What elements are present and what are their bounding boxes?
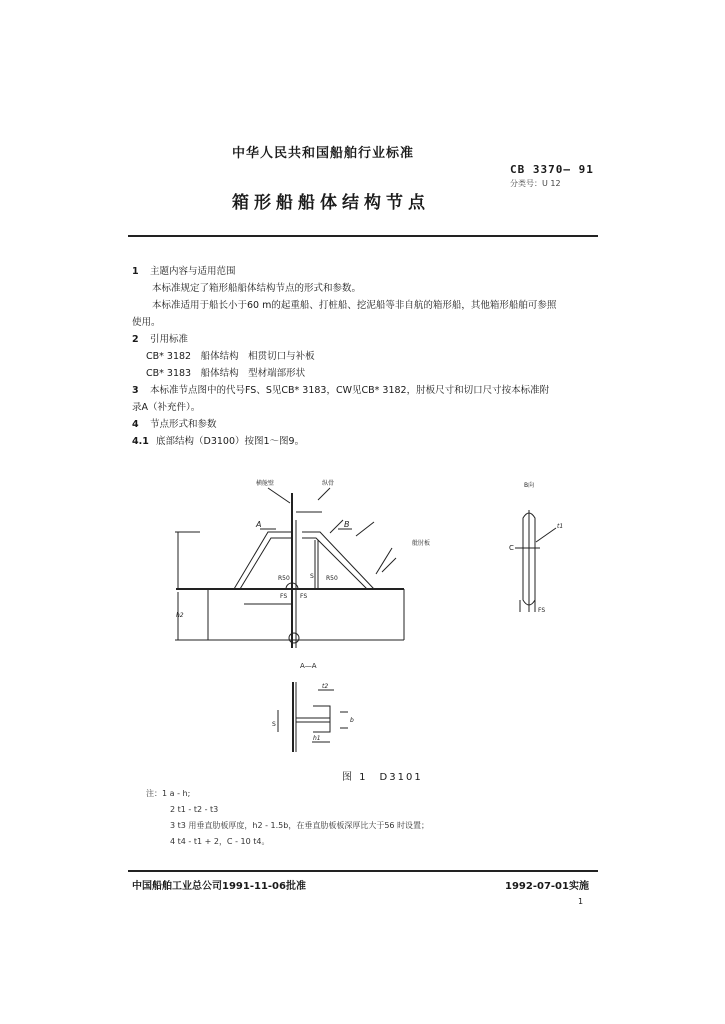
- standard-code: CB 3370— 91: [510, 163, 594, 176]
- approval-line: 中国船舶工业总公司1991-11-06批准: [132, 881, 306, 892]
- note-1: 2 t1 - t2 - t3: [170, 805, 219, 814]
- figure-notes: [146, 786, 429, 850]
- label-view-a: A: [256, 520, 262, 529]
- reference-2: CB* 3183 船体结构 型材端部形状: [146, 368, 306, 379]
- label-longitudinal: 纵骨: [322, 480, 335, 487]
- label-b-view: B向: [524, 482, 535, 489]
- figure-main-view: [175, 488, 404, 648]
- reference-1: CB* 3182 船体结构 相贯切口与补板: [146, 351, 315, 362]
- section-4-heading: 4 节点形式和参数: [132, 419, 217, 430]
- label-h1: h1: [313, 735, 321, 742]
- footer-rule: [128, 870, 598, 872]
- section-1-heading: 1 主题内容与适用范围: [132, 266, 236, 277]
- classification-number: 分类号：U 12: [510, 179, 561, 188]
- section-1-para-1: 本标准规定了箱形船船体结构节点的形式和参数。: [152, 283, 362, 294]
- label-c: C: [509, 544, 514, 552]
- figure-caption: 图 1 D3101: [342, 772, 423, 783]
- label-r50-right: R50: [326, 575, 338, 582]
- implementation-date: 1992-07-01实施: [505, 881, 589, 892]
- page-number: 1: [578, 897, 584, 906]
- label-b-dim: b: [350, 717, 354, 724]
- section-1-para-2-cont: 使用。: [132, 317, 161, 328]
- label-transverse-bulkhead: 横舱壁: [256, 480, 275, 487]
- note-2: 3 t3 用垂直肋板厚度，h2 - 1.5b，在垂直肋板板深厚比大于56 时设置；: [170, 821, 430, 830]
- label-t1: t1: [557, 523, 564, 530]
- issuing-body: 中华人民共和国船舶行业标准: [232, 146, 415, 161]
- section-4-1: 4.1 底部结构（D3100）按图1～图9。: [132, 436, 305, 447]
- section-3-para: 3 本标准节点图中的代号FS、S见CB* 3183，CW见CB* 3182，肘板尺寸和切口尺寸按本标准附: [132, 385, 550, 396]
- label-view-b: B: [344, 520, 350, 529]
- document-title: 箱形船船体结构节点: [232, 193, 430, 213]
- section-3-para-cont: 录A（补充件）。: [132, 402, 201, 413]
- note-3: 4 t4 - t1 + 2，C - 10 t4。: [170, 837, 270, 846]
- note-0: 注：1 a - h;: [146, 789, 191, 798]
- label-r50-left: R50: [278, 575, 290, 582]
- label-bilge-bracket: 舭肘板: [412, 540, 431, 547]
- section-1-para-2: 本标准适用于船长小于60 m的起重船、打桩船、挖泥船等非自航的箱形船，其他箱形船舶可参照: [152, 300, 557, 311]
- label-fs-b-view: FS: [538, 607, 546, 614]
- label-s-dim: S: [272, 721, 276, 728]
- label-s: S: [310, 573, 314, 580]
- section-2-heading: 2 引用标准: [132, 334, 189, 345]
- label-fs-right: FS: [300, 593, 308, 600]
- figure-b-view: [515, 510, 556, 612]
- label-section-aa: A—A: [300, 662, 317, 670]
- label-t2: t2: [322, 683, 329, 690]
- label-fs-left: FS: [280, 593, 288, 600]
- label-h2: h2: [176, 612, 184, 619]
